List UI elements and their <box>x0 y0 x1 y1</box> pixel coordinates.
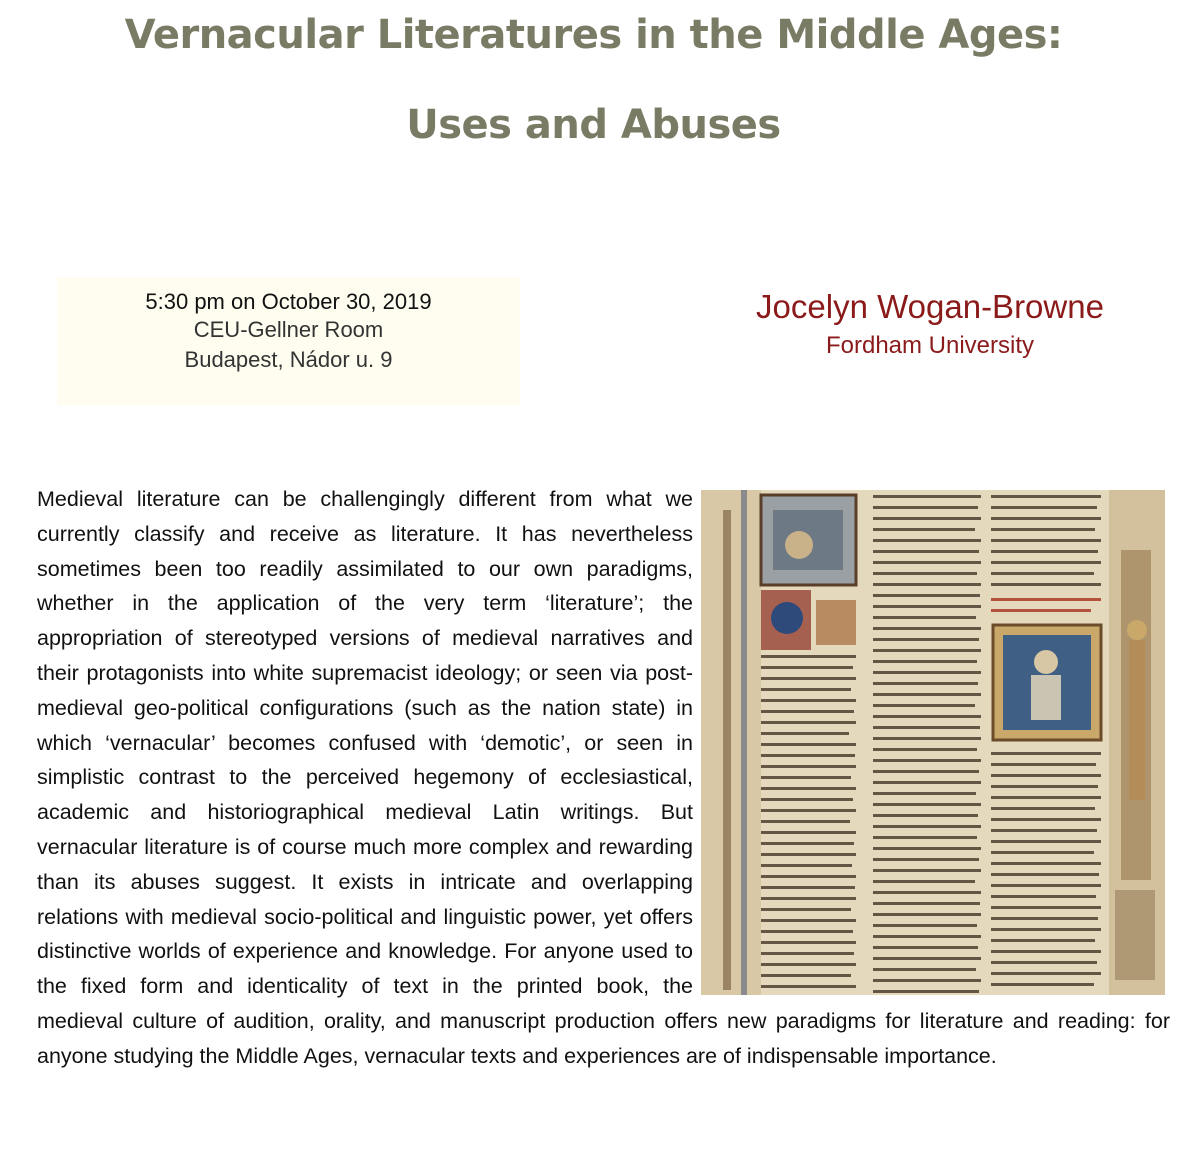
speaker-affiliation: Fordham University <box>825 332 1035 359</box>
event-room: CEU-Gellner Room <box>193 317 384 342</box>
title-line-1: Vernacular Literatures in the Middle Ages: <box>124 12 1063 58</box>
title-line-2: Uses and Abuses <box>406 102 781 148</box>
abstract-text: Medieval literature can be challengingly different from what we currently classify and receive as literature. It has nevertheless sometimes been too readily assimilated to our own paradigms, whether in the application of the very term ‘literature’; the appropriation of stereotyped versions of medieval narratives and their protagonists into white supremacist ideology; or seen via post-medieval geo-political configurations (such as the nation state) in which ‘vernacular’ becomes confused with ‘demotic’, or seen in simplistic contrast to the perceived hegemony of ecclesiastical, academic and historiographical medieval Latin writings. But vernacular literature is of course much more complex and rewarding than its abuses suggest. It exists in intricate and overlapping relations with medieval socio-political and linguistic power, yet offers distinctive worlds of experience and knowledge. For anyone used to the fixed form and identicality of text in the printed book, the medieval culture of audition, orality, and manuscript production offers new paradigms for literature and reading: for anyone studying the Middle Ages, vernacular texts and experiences are of indispensable importance. <box>37 487 1170 1068</box>
speaker-name: Jocelyn Wogan-Browne <box>756 288 1104 325</box>
manuscript-image <box>701 490 1165 995</box>
event-time-date: 5:30 pm on October 30, 2019 <box>145 289 432 314</box>
event-details-box <box>57 277 520 405</box>
abstract-text-block <box>37 482 1170 1074</box>
page-title <box>0 0 1187 170</box>
speaker-block <box>710 285 1150 363</box>
manuscript-illustration <box>701 490 1165 995</box>
event-address: Budapest, Nádor u. 9 <box>184 347 393 372</box>
